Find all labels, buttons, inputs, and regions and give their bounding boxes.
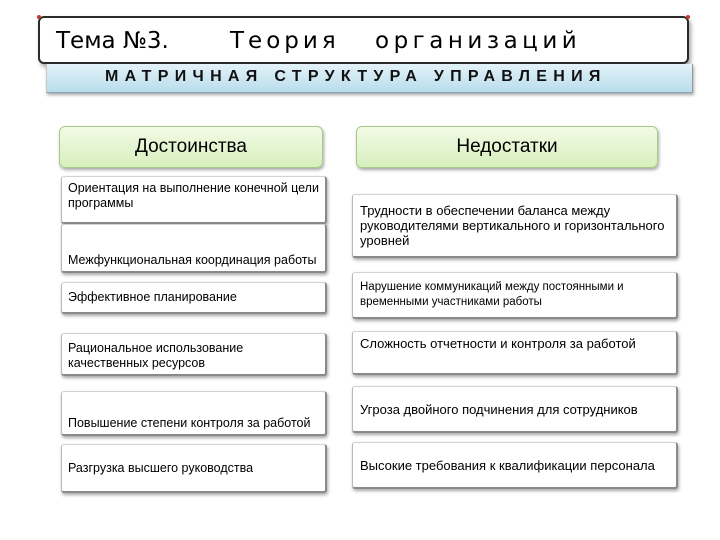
advantage-text: Межфункциональная координация работы [68, 253, 317, 267]
disadvantage-item-3 [352, 331, 678, 375]
title-word-theory: Теория [230, 28, 340, 54]
advantage-text: Рациональное использование качественных ресурсов [68, 341, 244, 370]
disadvantage-text: Высокие требования к квалификации персонала [360, 457, 655, 473]
corner-dot [37, 15, 41, 19]
disadvantage-item-1 [352, 194, 678, 258]
advantage-item-4 [61, 333, 327, 376]
advantage-item-1 [61, 176, 327, 224]
advantage-item-6 [61, 444, 327, 493]
subtitle-bar [46, 64, 693, 93]
advantage-item-3 [61, 282, 327, 314]
advantage-text: Разгрузка высшего руководства [68, 460, 254, 475]
title-word-organizations: организаций [375, 28, 582, 54]
disadvantages-header [356, 126, 658, 168]
advantage-text: Повышение степени контроля за работой [68, 416, 311, 430]
advantages-header [59, 126, 323, 168]
topic-label: Тема №3. [56, 28, 169, 54]
advantages-title: Достоинства [135, 136, 247, 157]
disadvantage-text: Сложность отчетности и контроля за работой [360, 336, 636, 351]
advantage-item-2 [61, 224, 327, 273]
disadvantage-item-4 [352, 386, 678, 433]
advantage-text: Эффективное планирование [68, 290, 237, 304]
disadvantage-text: Нарушение коммуникаций между постоянными и временными участниками работы [360, 281, 624, 308]
advantage-item-5 [61, 391, 327, 436]
disadvantage-item-5 [352, 442, 678, 489]
disadvantage-item-2 [352, 272, 678, 319]
advantage-text: Ориентация на выполнение конечной цели программы [68, 181, 319, 210]
disadvantage-text: Трудности в обеспечении баланса между руководителями вертикального и горизонтального уровней [360, 203, 665, 248]
title-bar [38, 16, 689, 64]
subtitle: МАТРИЧНАЯ СТРУКТУРА УПРАВЛЕНИЯ [105, 68, 607, 85]
disadvantage-text: Угроза двойного подчинения для сотрудников [360, 401, 638, 417]
disadvantages-title: Недостатки [456, 136, 558, 157]
corner-dot [686, 15, 690, 19]
